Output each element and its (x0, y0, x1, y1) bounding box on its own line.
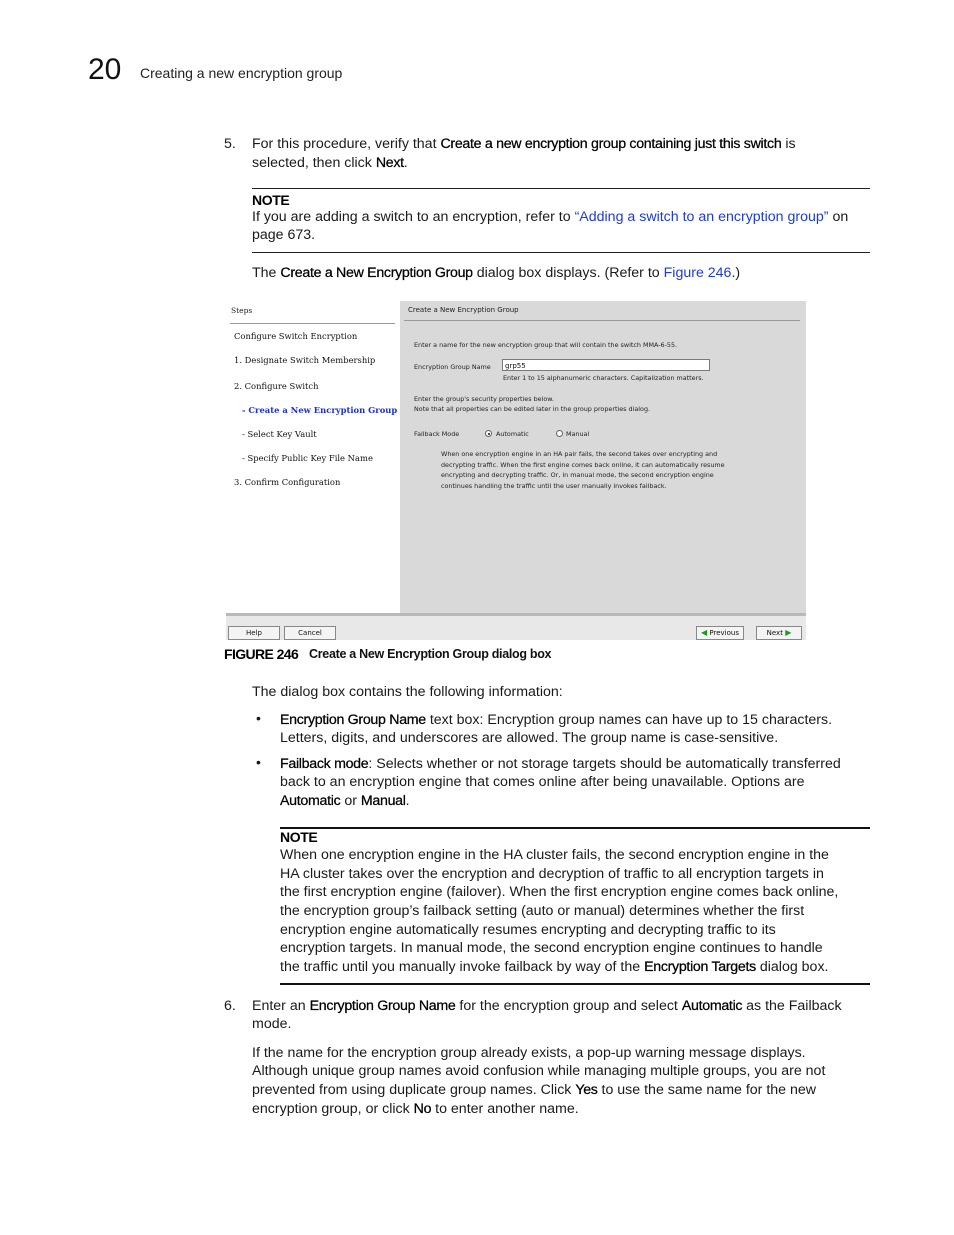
note-1-line-2: page 673. (252, 227, 316, 243)
chapter-number: 20 (88, 53, 122, 86)
steps-pane (226, 301, 399, 613)
step-item[interactable]: - Select Key Vault (242, 429, 317, 439)
step-5-line-2: selected, then click Next. (252, 155, 408, 171)
content-panel (400, 301, 806, 613)
failback-description-line: encrypting and decrypting traffic. Or, in manual mode, the second encryption engine (441, 471, 714, 479)
dialog-screenshot (226, 301, 806, 640)
name-hint: Enter 1 to 15 alphanumeric characters. Capitalization matters. (503, 374, 704, 382)
note-2-top-rule (280, 827, 870, 829)
note-2-line: encryption targets. In manual mode, the second encryption engine continues to handle (280, 940, 823, 956)
step-item-active[interactable]: - Create a New Encryption Group (242, 405, 398, 415)
step-item[interactable]: 2. Configure Switch (234, 381, 319, 391)
security-line-1: Enter the group's security properties below. (414, 395, 554, 403)
note-2-line: When one encryption engine in the HA cluster fails, the second encryption engine in the (280, 847, 829, 863)
figure-label: FIGURE 246 (224, 646, 299, 662)
failback-description-line: continues handling the traffic until the user manually invokes failback. (441, 481, 667, 490)
note-1-heading: NOTE (252, 192, 290, 208)
bullet-1-line-1: Encryption Group Name text box: Encryption group names can have up to 15 characters. (280, 712, 833, 728)
note-2-last-line: the traffic until you manually invoke failback by way of the Encryption Targets dialog box. (280, 959, 829, 975)
figure-caption: Create a New Encryption Group dialog box (309, 647, 552, 661)
name-prompt: Enter a name for the new encryption group that will contain the switch MMA-6-55. (414, 341, 678, 349)
figure-link[interactable]: Figure 246 (663, 265, 732, 281)
previous-arrow-icon: ◀ (701, 628, 708, 637)
step-item[interactable]: Configure Switch Encryption (234, 331, 358, 341)
previous-button[interactable]: ◀ Previous (696, 626, 744, 640)
panel-divider (404, 320, 800, 321)
automatic-radio[interactable] (485, 430, 492, 437)
steps-divider (230, 323, 395, 324)
dialog-intro: The Create a New Encryption Group dialog box displays. (Refer to Figure 246.) (252, 265, 741, 281)
note-1-bottom-rule (252, 252, 870, 253)
automatic-label[interactable]: Automatic (496, 430, 529, 438)
next-arrow-icon: ▶ (785, 628, 792, 637)
note-2-line: HA cluster takes over the encryption and decryption of traffic to all encryption targets in (280, 865, 824, 882)
closing-line-2: Although unique group names avoid confusion while managing multiple groups, you are not (252, 1063, 826, 1079)
step-6-line-1: Enter an Encryption Group Name for the encryption group and select Automatic as the Failback (252, 998, 842, 1014)
failback-description-line: decrypting traffic. When the first engine comes back online, it can automatically resume (441, 460, 725, 469)
note-2-bottom-rule (280, 983, 870, 985)
note-2-heading: NOTE (280, 829, 318, 845)
step-6-number: 6. (224, 998, 236, 1014)
security-line-2: Note that all properties can be edited later in the group properties dialog. (414, 405, 651, 413)
failback-description-line: When one encryption engine in an HA pair fails, the second takes over encrypting and (441, 450, 718, 458)
manual-label[interactable]: Manual (566, 430, 590, 438)
bullet-2-line-3: Automatic or Manual. (280, 793, 410, 809)
closing-line-3: prevented from using duplicate group names. Click Yes to use the same name for the new (252, 1082, 817, 1098)
bullet-1-line-2: Letters, digits, and underscores are allowed. The group name is case-sensitive. (280, 730, 779, 746)
bullet-marker: • (256, 710, 261, 726)
closing-line-1: If the name for the encryption group already exists, a pop-up warning message displays. (252, 1045, 806, 1061)
step-item[interactable]: 1. Designate Switch Membership (234, 355, 376, 365)
chapter-title: Creating a new encryption group (140, 65, 343, 81)
note-2-line: the first encryption engine (failover). When the first encryption engine comes back online, (280, 884, 839, 900)
help-button[interactable]: Help (228, 626, 280, 640)
manual-radio[interactable] (556, 430, 563, 437)
failback-label: Failback Mode (414, 430, 460, 438)
bullet-marker: • (256, 754, 261, 770)
bullet-2-line-1: Failback mode: Selects whether or not storage targets should be automatically transferred (280, 756, 841, 772)
next-button[interactable]: Next ▶ (756, 626, 802, 640)
step-5-line-1: For this procedure, verify that Create a new encryption group containing just this switch is (252, 136, 796, 152)
cancel-button[interactable]: Cancel (284, 626, 336, 640)
name-label: Encryption Group Name (414, 363, 491, 371)
panel-title: Create a New Encryption Group (408, 306, 519, 314)
note-1-top-rule (252, 188, 870, 189)
button-bar (226, 613, 806, 640)
step-item[interactable]: 3. Confirm Configuration (234, 477, 341, 487)
step-6-line-2: mode. (252, 1016, 292, 1032)
note-2-line: the encryption group’s failback setting (auto or manual) determines whether the first (280, 903, 805, 919)
note-1-link[interactable]: “Adding a switch to an encryption group” (574, 209, 829, 225)
info-intro: The dialog box contains the following information: (252, 684, 563, 700)
closing-line-4: encryption group, or click No to enter another name. (252, 1101, 579, 1117)
note-2-line: encryption engine automatically resumes encrypting and decrypting traffic to its (280, 921, 776, 938)
group-name-input[interactable]: grp55 (502, 359, 710, 371)
bullet-2-line-2: back to an encryption engine that comes online after being unavailable. Options are (280, 774, 805, 790)
step-item[interactable]: - Specify Public Key File Name (242, 453, 373, 463)
steps-header: Steps (231, 306, 253, 315)
step-5-number: 5. (224, 136, 236, 152)
note-1-line-1: If you are adding a switch to an encryption, refer to “Adding a switch to an encryption group” on (252, 209, 849, 225)
